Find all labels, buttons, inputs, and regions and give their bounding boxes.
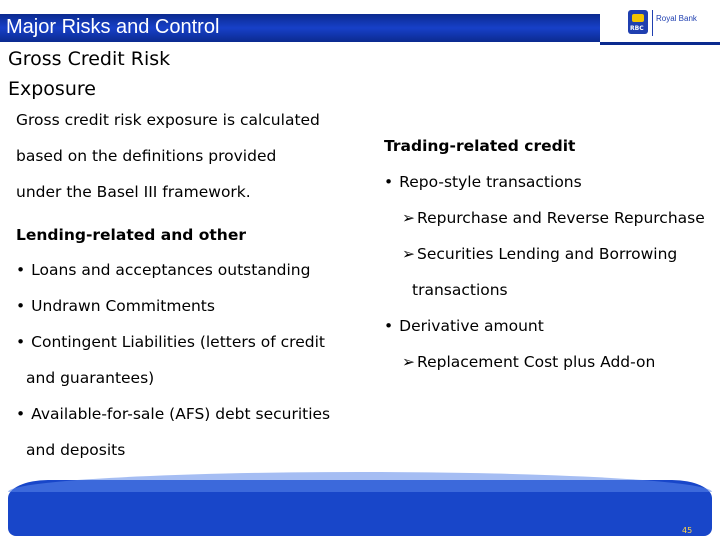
header-rule: [600, 42, 720, 45]
intro-line-2: based on the definitions provided: [16, 147, 277, 165]
lion-emblem-icon: [632, 14, 644, 22]
subtitle-line-1: Gross Credit Risk: [8, 48, 171, 70]
list-item-continuation: and deposits: [26, 441, 126, 459]
list-item: • Contingent Liabilities (letters of credit: [16, 333, 325, 351]
sub-item-label: Repurchase and Reverse Repurchase: [417, 209, 705, 227]
trading-heading: Trading-related credit: [384, 137, 576, 155]
subtitle-line-2: Exposure: [8, 78, 96, 100]
intro-line-3: under the Basel III framework.: [16, 183, 251, 201]
logo-bank-name: Royal Bank: [656, 14, 697, 23]
logo-divider: [652, 10, 653, 36]
title-bar: [0, 14, 600, 42]
arrow-bullet-icon: ➢: [402, 245, 415, 263]
rbc-logo: [624, 8, 714, 38]
list-item: • Undrawn Commitments: [16, 297, 215, 315]
page-number: 45: [682, 526, 693, 535]
sub-item-label: Replacement Cost plus Add-on: [417, 353, 656, 371]
list-item: • Available-for-sale (AFS) debt securities: [16, 405, 330, 423]
sub-list-item: [402, 245, 677, 263]
sub-list-item: [402, 353, 655, 371]
intro-line-1: Gross credit risk exposure is calculated: [16, 111, 320, 129]
arrow-bullet-icon: ➢: [402, 209, 415, 227]
sub-item-label: Securities Lending and Borrowing: [417, 245, 678, 263]
sub-list-item: [402, 209, 705, 227]
rbc-shield-icon: [628, 10, 648, 34]
list-item: • Loans and acceptances outstanding: [16, 261, 310, 279]
list-item: • Derivative amount: [384, 317, 544, 335]
logo-emblem-text: RBC: [630, 25, 644, 32]
slide-title: Major Risks and Control: [6, 16, 220, 38]
list-item-continuation: and guarantees): [26, 369, 155, 387]
arrow-bullet-icon: ➢: [402, 353, 415, 371]
lending-heading: Lending-related and other: [16, 226, 246, 244]
sub-item-continuation: transactions: [412, 281, 508, 299]
list-item: • Repo-style transactions: [384, 173, 582, 191]
footer-highlight: [8, 472, 712, 492]
